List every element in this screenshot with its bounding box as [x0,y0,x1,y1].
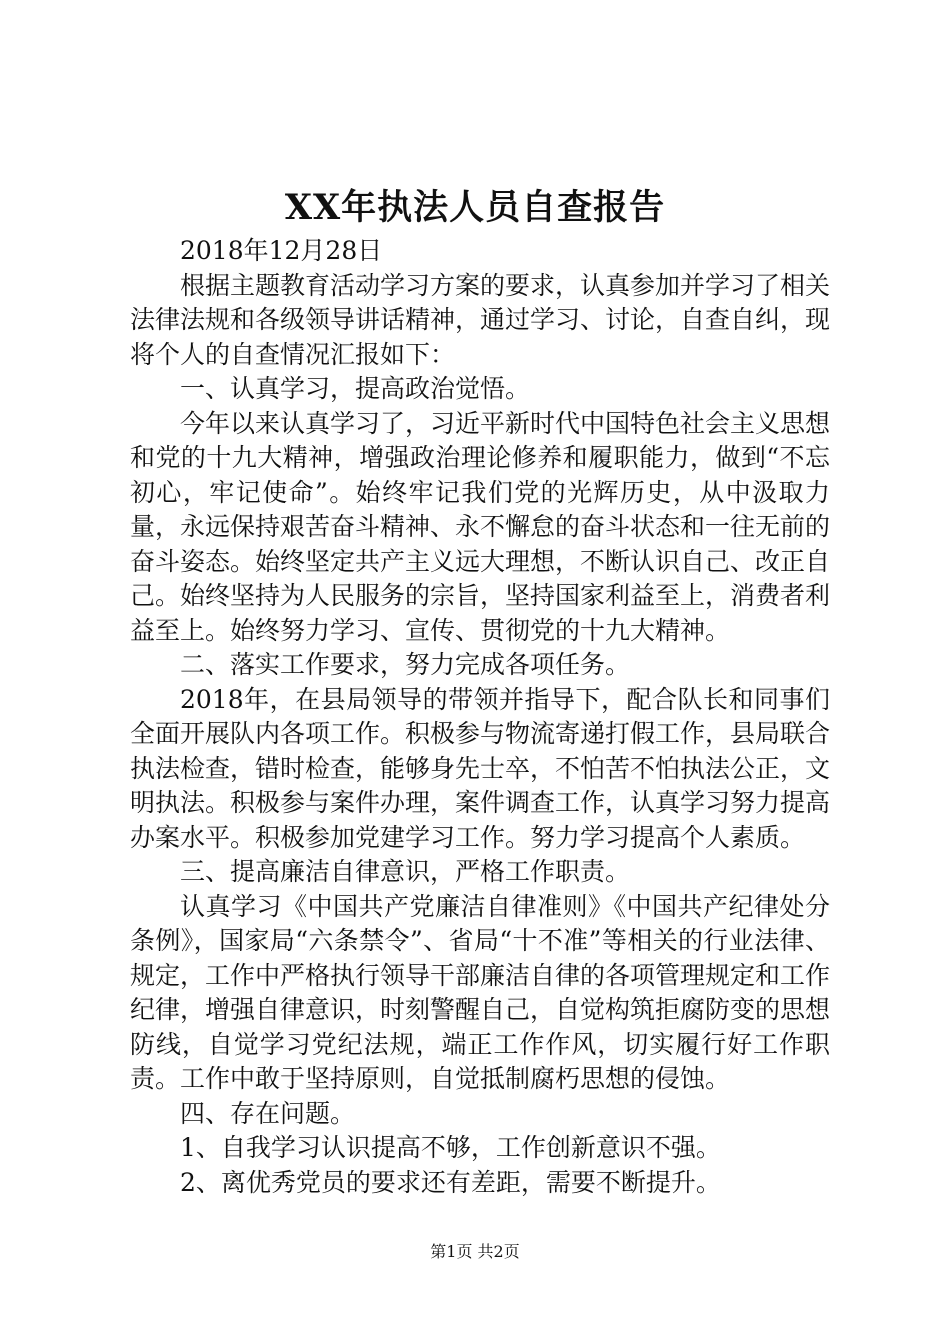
section-heading-1: 一、认真学习，提高政治觉悟。 [180,374,531,403]
document-body [130,234,830,1200]
section-paragraph-2: 2018年，在县局领导的带领并指导下，配合队长和同事们全面开展队内各项工作。积极参与物流寄递打假工作，县局联合执法检查，错时检查，能够身先士卒，不怕苦不怕执法公正，文明执法。积极参与案件办理，案件调查工作，认真学习努力提高办案水平。积极参加党建学习工作。努力学习提高个人素质。 [130,684,831,852]
report-date: 2018年12月28日 [180,236,383,265]
section-paragraph-3: 认真学习《中国共产党廉洁自律准则》《中国共产纪律处分条例》，国家局“六条禁令”、省局“十不准”等相关的行业法律、规定，工作中严格执行领导干部廉洁自律的各项管理规定和工作纪律，增强自律意识，时刻警醒自己，自觉构筑拒腐防变的思想防线，自觉学习党纪法规，端正工作作风，切实履行好工作职责。工作中敢于坚持原则，自觉抵制腐朽思想的侵蚀。 [130,891,831,1093]
problem-item-1: 1、自我学习认识提高不够，工作创新意识不强。 [180,1133,721,1162]
problem-item-2: 2、离优秀党员的要求还有差距，需要不断提升。 [180,1167,721,1197]
section-heading-3: 三、提高廉洁自律意识，严格工作职责。 [180,857,631,886]
intro-paragraph: 根据主题教育活动学习方案的要求，认真参加并学习了相关法律法规和各级领导讲话精神，通过学习、讨论，自查自纠，现将个人的自查情况汇报如下： [130,270,831,369]
document-title: XX年执法人员自查报告 [284,187,666,228]
section-paragraph-1: 今年以来认真学习了，习近平新时代中国特色社会主义思想和党的十九大精神，增强政治理论修养和履职能力，做到“不忘初心，牢记使命”。始终牢记我们党的光辉历史，从中汲取力量，永远保持艰苦奋斗精神、永不懈怠的奋斗状态和一往无前的奋斗姿态。始终坚定共产主义远大理想，不断认识自己、改正自己。始终坚持为人民服务的宗旨，坚持国家利益至上，消费者利益至上。始终努力学习、宣传、贯彻党的十九大精神。 [130,408,831,645]
page-footer: 第1页 共2页 [430,1242,520,1261]
section-heading-4: 四、存在问题。 [180,1098,356,1128]
section-heading-2: 二、落实工作要求，努力完成各项任务。 [180,650,631,679]
